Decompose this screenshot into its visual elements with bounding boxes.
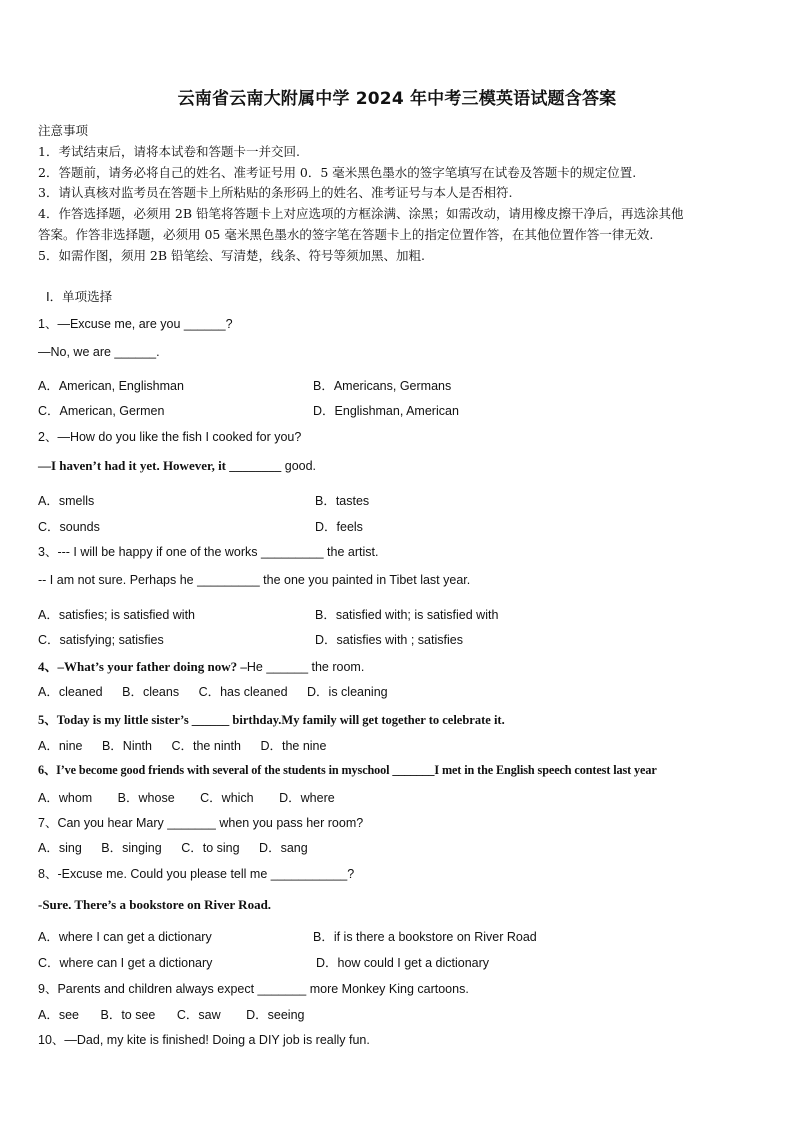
- option-d: D．satisfies with ; satisfies: [315, 633, 463, 647]
- question-stem: 5、Today is my little sister’s ______ birthday.My family will get together to celebrate it.: [38, 713, 505, 727]
- question-stem: 7、Can you hear Mary _______ when you pass her room?: [38, 816, 364, 830]
- notice-item: 3．请认真核对监考员在答题卡上所粘贴的条形码上的姓名、准考证号与本人是否相符.: [38, 185, 513, 201]
- option-c: C．which: [200, 791, 254, 805]
- section-title: Ⅰ．单项选择: [46, 289, 113, 304]
- notice-item: 5．如需作图，须用 2B 铅笔绘、写清楚，线条、符号等须加黑、加粗.: [38, 247, 426, 263]
- question-stem: [38, 656, 364, 675]
- option-c: C．the ninth: [171, 739, 241, 753]
- reply-text: good.: [281, 459, 317, 473]
- question-stem-reply: —No, we are ______.: [38, 345, 160, 359]
- option-d: D．sang: [259, 841, 308, 855]
- option-c: C．where can I get a dictionary: [38, 956, 213, 970]
- reply-bold-text: —I haven’t had it yet. However, it ________: [38, 458, 282, 473]
- document-title: 云南省云南大附属中学 2024 年中考三模英语试题含答案: [177, 89, 617, 109]
- options-row: [38, 682, 404, 700]
- option-b: B．whose: [117, 791, 175, 805]
- option-b: B．satisfied with; is satisfied with: [315, 608, 499, 622]
- option-a: A．cleaned: [38, 685, 103, 699]
- option-b: B．singing: [101, 841, 162, 855]
- option-a: A．American, Englishman: [38, 379, 184, 393]
- option-b: B．Ninth: [101, 739, 152, 753]
- option-d: D．how could I get a dictionary: [316, 956, 490, 970]
- option-a: A．smells: [38, 494, 95, 508]
- notice-item: 答案。作答非选择题，必须用 05 毫米黑色墨水的签字笔在答题卡上的指定位置作答，在其他位置作答一律无效.: [38, 226, 654, 242]
- stem-bold-text: 4、–What’s your father doing now? –: [38, 659, 247, 674]
- option-a: A．nine: [38, 739, 83, 753]
- option-c: C．sounds: [38, 520, 100, 534]
- options-row: [38, 788, 351, 806]
- option-a: A．where I can get a dictionary: [38, 930, 212, 944]
- option-c: C．saw: [176, 1008, 221, 1022]
- question-stem: 10、—Dad, my kite is finished! Doing a DIY job is really fun.: [38, 1033, 370, 1047]
- notice-block: [38, 121, 762, 267]
- option-b: B．if is there a bookstore on River Road: [313, 930, 537, 944]
- option-b: B．to see: [100, 1008, 156, 1022]
- options-row: [38, 838, 324, 856]
- option-c: C．has cleaned: [198, 685, 288, 699]
- options-row: [38, 1005, 320, 1023]
- question-stem-reply: -- I am not sure. Perhaps he _________ the one you painted in Tibet last year.: [38, 573, 471, 587]
- option-a: A．see: [38, 1008, 79, 1022]
- options-row: [38, 736, 342, 754]
- option-b: B．cleans: [122, 685, 180, 699]
- option-b: B．tastes: [315, 494, 370, 508]
- question-stem: 8、-Excuse me. Could you please tell me ___________?: [38, 867, 355, 881]
- stem-text: He ______ the room.: [246, 660, 365, 674]
- question-stem-reply: -Sure. There’s a bookstore on River Road.: [38, 897, 272, 912]
- question-stem: 6、I’ve become good friends with several of the students in myschool _______I met in the English speech contest last year: [38, 763, 657, 777]
- option-d: D．Englishman, American: [313, 404, 459, 418]
- option-d: D．is cleaning: [307, 685, 388, 699]
- notice-item: 2．答题前，请务必将自己的姓名、准考证号用 0．5 毫米黑色墨水的签字笔填写在试卷及答题卡的规定位置.: [38, 164, 637, 180]
- question-stem: 1、—Excuse me, are you ______?: [38, 317, 233, 331]
- question-stem-reply: [38, 458, 316, 474]
- notice-item: 1．考试结束后，请将本试卷和答题卡一并交回.: [38, 143, 300, 159]
- option-d: D．feels: [315, 520, 363, 534]
- question-stem: 2、—How do you like the fish I cooked for you?: [38, 430, 302, 444]
- option-c: C．American, Germen: [38, 404, 165, 418]
- option-d: D．seeing: [246, 1008, 305, 1022]
- option-a: A．satisfies; is satisfied with: [38, 608, 195, 622]
- option-b: B．Americans, Germans: [313, 379, 452, 393]
- notice-item: 4．作答选择题，必须用 2B 铅笔将答题卡上对应选项的方框涂满、涂黑；如需改动，请用橡皮擦干净后，再选涂其他: [38, 206, 684, 222]
- option-d: D．where: [279, 791, 335, 805]
- option-a: A．whom: [38, 791, 93, 805]
- option-c: C．to sing: [181, 841, 240, 855]
- question-stem: 3、--- I will be happy if one of the works _________ the artist.: [38, 545, 379, 559]
- option-d: D．the nine: [260, 739, 327, 753]
- option-c: C．satisfying; satisfies: [38, 633, 164, 647]
- question-stem: 9、Parents and children always expect _______ more Monkey King cartoons.: [38, 982, 469, 996]
- option-a: A．sing: [38, 841, 82, 855]
- notice-heading: 注意事项: [38, 123, 89, 138]
